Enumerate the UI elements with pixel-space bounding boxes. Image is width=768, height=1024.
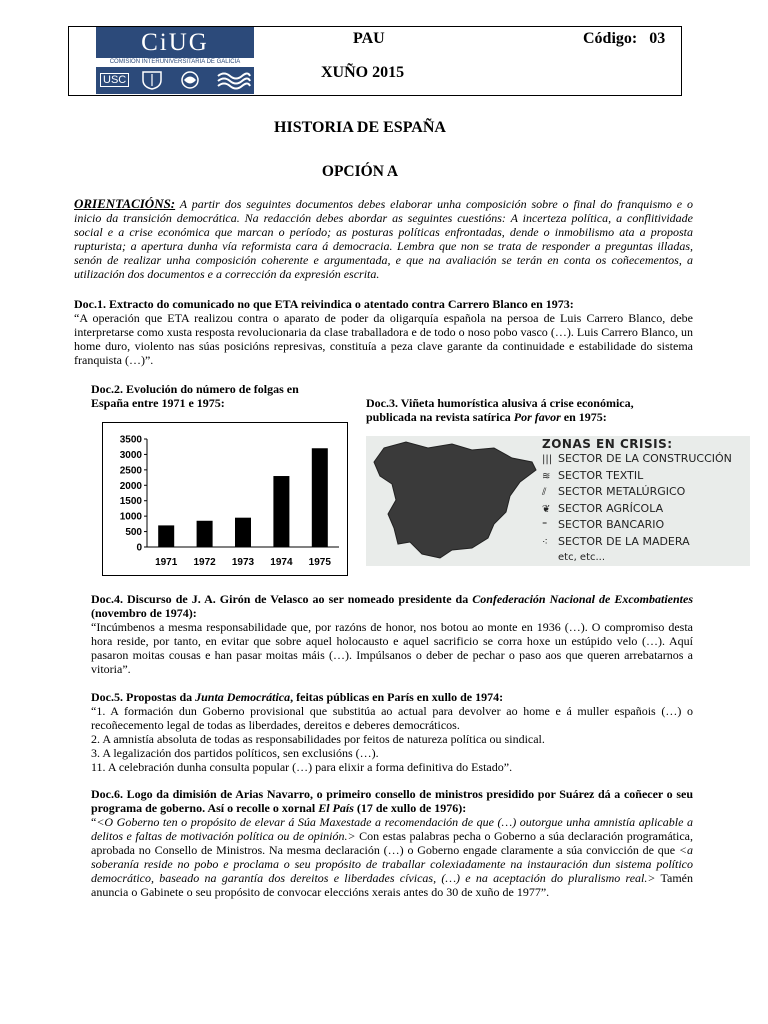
doc3-title-part: en 1975: — [560, 410, 607, 424]
organization-name: Confederación Nacional de Excombatientes — [472, 592, 693, 606]
zone-label: SECTOR AGRÍCOLA — [558, 501, 664, 515]
newspaper-name: El País — [318, 801, 354, 815]
exam-name: PAU — [353, 30, 385, 47]
code-label: Código: — [583, 30, 638, 47]
exam-code — [583, 30, 665, 48]
option-title: OPCIÓN A — [321, 163, 399, 180]
doc2-title-line1: Doc.2. Evolución do número de folgas en — [91, 382, 299, 396]
doc3-title-line1: Doc.3. Viñeta humorística alusiva á crise económica, — [366, 396, 634, 410]
doc5-title-part: , feitas públicas en París en xullo de 1974: — [290, 690, 504, 704]
zone-item — [542, 517, 732, 534]
orientations-label: ORIENTACIÓNS: — [74, 196, 176, 211]
bar-1974 — [273, 476, 289, 547]
zone-label: SECTOR BANCARIO — [558, 518, 665, 531]
y-tick-label: 2500 — [119, 465, 142, 477]
doc4-title-part: (novembro de 1974): — [91, 606, 197, 620]
code-value: 03 — [649, 30, 666, 47]
doc6-quote-2: <a soberanía reside no pobo e proclama o seu propósito de traballar colexiadamente na instauración dun sistema político democrático, baseado na garantía dos dereitos e liberdades cívicas, (…) e na aceptación do pluralismo real.> — [91, 843, 693, 885]
y-tick-label: 3000 — [119, 449, 142, 461]
doc4-title-part: Doc.4. Discurso de J. A. Girón de Velasco ao ser nomeado presidente da — [91, 592, 473, 606]
ciug-logo — [96, 27, 254, 94]
zone-label: SECTOR DE LA MADERA — [558, 534, 690, 548]
x-tick-label: 1973 — [231, 557, 255, 568]
doc1-title: Doc.1. Extracto do comunicado no que ETA reivindica o atentado contra Carrero Blanco en 1973: — [74, 297, 574, 311]
doc6-text — [91, 815, 693, 899]
subject-title: HISTORIA DE ESPAÑA — [274, 119, 446, 136]
zone-label: SECTOR TEXTIL — [558, 468, 644, 482]
y-tick-label: 500 — [125, 527, 142, 539]
y-tick-label: 1000 — [119, 511, 142, 523]
doc3-title-line2 — [366, 410, 694, 424]
zone-item — [542, 468, 732, 485]
orientations-text: A partir dos seguintes documentos debes elaborar unha composición sobre o final do franquismo e o inicio da transición democrática. Na redacción debes abordar as seguintes cuestións: A incerteza política, a conflitividade social e a crise económica que marcan o período; as posturas políticas enfrontadas, dende o inmobilismo ata a proposta rupturista; a apertura dunha vía reformista cara á democracia. Lembra que non se trata de responder a preguntas illadas, senón de realizar unha composición coherente e argumentada, e que na avaliación se terán en conta os coñecementos, a utilización dos documentos e a corrección da expresión escrita. — [74, 197, 693, 281]
zone-item — [542, 534, 732, 551]
textile-pattern-icon: ≋ — [542, 470, 551, 482]
university-mark-icon — [175, 70, 205, 90]
doc6-title-part: Doc.6. Logo da dimisión de Arias Navarro, o primeiro consello de ministros presidido por Suárez dá a coñecer o seu programa de goberno. Así o recolle o xornal — [91, 787, 693, 815]
doc3-title — [366, 396, 694, 424]
doc6-quote-1: <O Goberno ten o propósito de elevar á Súa Maxestade a recomendación de que (…) outorgue unha amnistía aplicable a delitos e faltas de motivación política ou de opinión.> — [91, 815, 693, 843]
zones-etc: etc, etc... — [558, 552, 606, 563]
university-logos — [100, 69, 252, 91]
orientations — [74, 197, 693, 281]
zone-label: SECTOR METALÚRGICO — [558, 485, 686, 498]
bar-1972 — [197, 521, 213, 547]
logo-subtitle: COMISIÓN INTERUNIVERSITARIA DE GALICIA — [96, 58, 254, 67]
zones-title: ZONAS EN CRISIS: — [542, 437, 673, 451]
doc6-text-2: Tamén anuncia o Gabinete o seu propósito de convocar eleccións xerais antes do 30 de xuño de 1977”. — [91, 871, 693, 899]
x-tick-label: 1971 — [155, 557, 178, 568]
junta-name: Junta Democrática — [195, 690, 291, 704]
crest-icon — [140, 70, 164, 90]
y-tick-label: 1500 — [119, 496, 142, 508]
x-tick-label: 1975 — [308, 557, 331, 568]
doc3-title-part: publicada na revista satírica — [366, 410, 514, 424]
doc5-item: 3. A legalización dos partidos políticos, sen exclusións (…). — [91, 746, 379, 760]
doc5-list — [91, 704, 693, 774]
bar-1973 — [235, 518, 251, 547]
doc5-title — [91, 690, 693, 704]
zone-item — [542, 501, 732, 518]
crisis-cartoon — [366, 436, 750, 566]
y-tick-label: 0 — [136, 542, 142, 554]
doc5-item: “1. A formación dun Goberno provisional que substitúa ao actual para devolver ao home e á muller españois (…) o recoñecemento legal de todas as liberdades, dereitos e deberes democráticos. — [91, 704, 693, 732]
bar-1971 — [158, 525, 174, 547]
usc-logo: USC — [100, 73, 129, 87]
doc2-title — [91, 382, 341, 410]
logo-title: CiUG — [141, 29, 209, 56]
x-tick-label: 1974 — [270, 557, 293, 568]
doc4-text: “Incúmbenos a mesma responsabilidade que, por razóns de honor, nos botou ao monte en 1936 (…). O compromiso desta hora reside, por tanto, en evitar que sobre aquel holocausto e aquel sacrificio se corra hoxe un estúpido velo (…). Aquí pasaron moitas cousas e han pasar moitas máis (…). Impúlsanos o deber de pechar o paso aos que queren arrebatarnos a vitoria”. — [91, 620, 693, 676]
doc4-title — [91, 592, 693, 620]
doc5-title-part: Doc.5. Propostas da — [91, 690, 196, 704]
doc6-text-1: Con estas palabras pecha o Goberno a súa declaración programática, aprobada no Consello de Ministros. Na mesma declaración (…) o Goberno engade claramente a súa convicción de que — [91, 829, 693, 857]
magazine-name: Por favor — [513, 410, 561, 424]
strikes-chart-svg — [103, 423, 349, 577]
bar-1975 — [312, 448, 328, 547]
x-tick-label: 1972 — [193, 557, 216, 568]
crisis-zones-legend — [542, 437, 732, 566]
quote-mark: “ — [91, 815, 97, 829]
construction-pattern-icon: ||| — [542, 454, 553, 465]
doc5-item: 2. A amnistía absoluta de todas as responsabilidades por feitos de natureza política ou sindical. — [91, 732, 545, 746]
wood-pattern-icon: ⁖ — [542, 536, 548, 548]
doc1-text: “A operación que ETA realizou contra o aparato de poder da oligarquía española na persoa de Luis Carrero Blanco, debe interpretarse como xusta resposta revolucionaria da clase traballadora e de todo o noso pobo vasco (…). Luis Carrero Blanco, un home duro, violento nas súas posicións represivas, constituía a peza clave garante da continuidade e estabilidade do sistema franquista (…)”. — [74, 311, 693, 367]
metallurgy-pattern-icon: ⫽ — [542, 487, 547, 498]
exam-session: XUÑO 2015 — [321, 64, 405, 81]
spain-map-icon — [366, 436, 542, 566]
waves-logo-icon — [216, 70, 252, 90]
doc5-item: 11. A celebración dunha consulta popular (…) para elixir a forma definitiva do Estado”. — [91, 760, 513, 774]
zone-label: SECTOR DE LA CONSTRUCCIÓN — [558, 452, 732, 465]
zone-item — [542, 451, 732, 468]
y-tick-label: 3500 — [119, 434, 142, 446]
doc2-title-line2: España entre 1971 e 1975: — [91, 396, 225, 410]
doc6-title-part: (17 de xullo de 1976): — [353, 801, 467, 815]
zone-item — [542, 484, 732, 501]
doc6-title — [91, 787, 693, 815]
banking-pattern-icon: ⁼ — [542, 520, 548, 531]
y-tick-label: 2000 — [119, 480, 142, 492]
strikes-chart — [102, 422, 348, 576]
agriculture-pattern-icon: ❦ — [542, 503, 551, 515]
